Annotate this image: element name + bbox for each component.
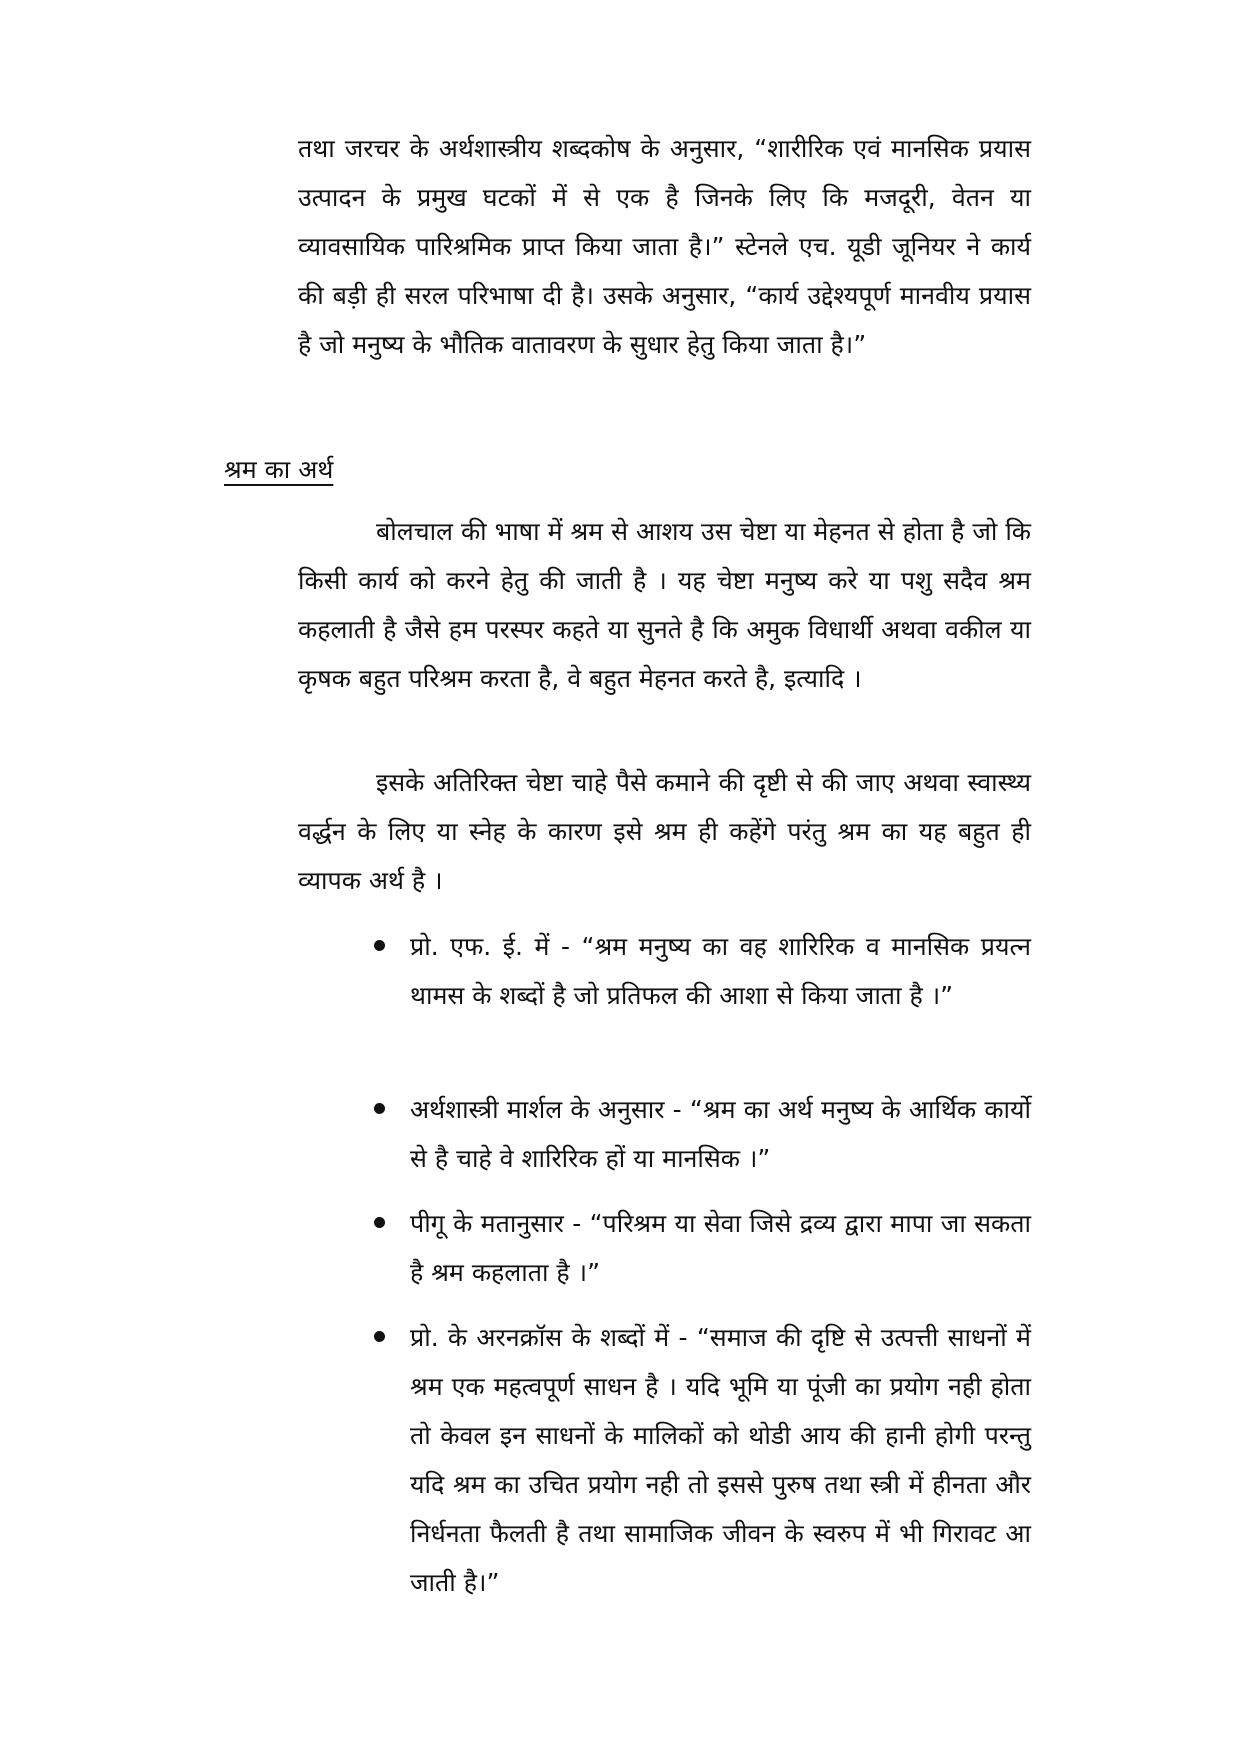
bullet-text: प्रो. एफ. ई. में - “श्रम मनुष्य का वह शारिरिक व मानसिक प्रयत्न थामस के शब्दों है जो प्रतिफल की आशा से किया जाता है ।” xyxy=(410,932,1031,1010)
bullet-icon xyxy=(374,1331,385,1342)
bullet-icon xyxy=(374,1103,385,1114)
section-heading: श्रम का अर्थ xyxy=(224,455,334,484)
paragraph-2: इसके अतिरिक्त चेष्टा चाहे पैसे कमाने की दृष्टी से की जाए अथवा स्वास्थ्य वर्द्धन के लिए या स्नेह के कारण इसे श्रम ही कहेंगे परंतु श्रम का यह बहुत ही व्यापक अर्थ है । xyxy=(298,768,1031,895)
bullet-text: प्रो. के अरनक्रॉस के शब्दों में - “समाज की दृष्टि से उत्पत्ती साधनों में श्रम एक महत्वपूर्ण साधन है । यदि भूमि या पूंजी का प्रयोग नही होता तो केवल इन साधनों के मालिकों को थोडी आय की हानी होगी परन्तु यदि श्रम का उचित प्रयोग नही तो इससे पुरुष तथा स्त्री में हीनता और निर्धनता फैलती है तथा सामाजिक जीवन के स्वरुप में भी गिरावट आ जाती है।” xyxy=(410,1323,1031,1597)
intro-paragraph: तथा जरचर के अर्थशास्त्रीय शब्दकोष के अनुसार, “शारीरिक एवं मानसिक प्रयास उत्पादन के प्रमुख घटकों में से एक है जिनके लिए कि मजदूरी, वेतन या व्यावसायिक पारिश्रमिक प्राप्त किया जाता है।” स्टेनले एच. यूडी जूनियर ने कार्य की बड़ी ही सरल परिभाषा दी है। उसके अनुसार, “कार्य उद्देश्यपूर्ण मानवीय प्रयास है जो मनुष्य के भौतिक वातावरण के सुधार हेतु किया जाता है।” xyxy=(298,134,1031,359)
bullet-icon xyxy=(374,940,385,951)
bullet-text: पीगू के मतानुसार - “परिश्रम या सेवा जिसे द्रव्य द्वारा मापा जा सकता है श्रम कहलाता है ।” xyxy=(410,1209,1031,1287)
paragraph-1: बोलचाल की भाषा में श्रम से आशय उस चेष्टा या मेहनत से होता है जो कि किसी कार्य को करने हेतु की जाती है । यह चेष्टा मनुष्य करे या पशु सदैव श्रम कहलाती है जैसे हम परस्पर कहते या सुनते है कि अमुक विधार्थी अथवा वकील या कृषक बहुत परिश्रम करता है, वे बहुत मेहनत करते है, इत्यादि । xyxy=(298,517,1031,693)
bullet-text: अर्थशास्त्री मार्शल के अनुसार - “श्रम का अर्थ मनुष्य के आर्थिक कार्यो से है चाहे वे शारिरिक हों या मानसिक ।” xyxy=(410,1095,1031,1173)
bullet-icon xyxy=(374,1217,385,1228)
